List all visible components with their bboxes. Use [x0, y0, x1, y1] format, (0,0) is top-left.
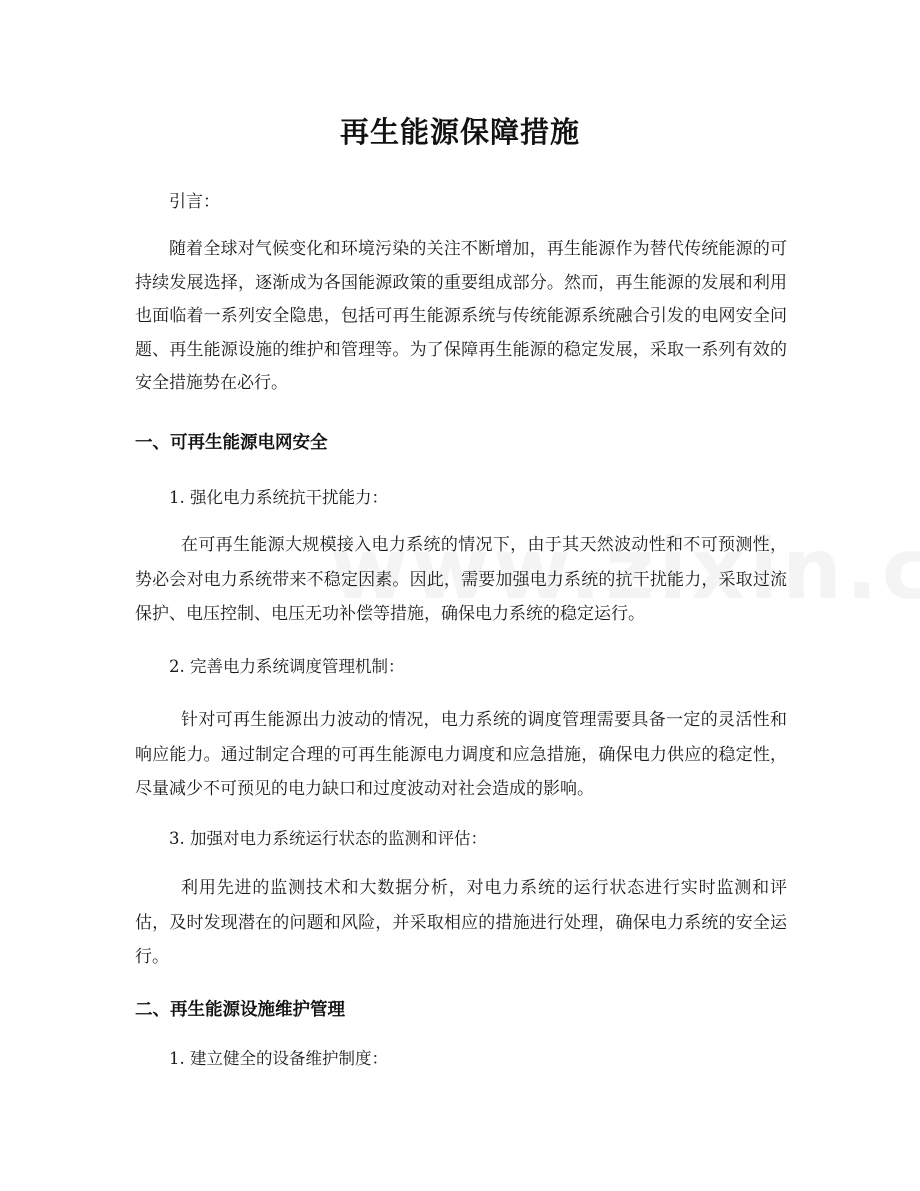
- section-1-item-2-body: 针对可再生能源出力波动的情况，电力系统的调度管理需要具备一定的灵活性和响应能力。通过制定合理的可再生能源电力调度和应急措施，确保电力供应的稳定性，尽量减少不可预见的电力缺口和过度波动对社会造成的影响。: [135, 710, 787, 799]
- page-title: 再生能源保障措施: [339, 115, 580, 149]
- section-heading-1: 一、可再生能源电网安全: [135, 433, 328, 453]
- intro-paragraph: 随着全球对气候变化和环境污染的关注不断增加，再生能源作为替代传统能源的可持续发展选择，逐渐成为各国能源政策的重要组成部分。然而，再生能源的发展和利用也面临着一系列安全隐患，包括可再生能源系统与传统能源系统融合引发的电网安全问题、再生能源设施的维护和管理等。为了保障再生能源的稳定发展，采取一系列有效的安全措施势在必行。: [135, 239, 787, 393]
- section-heading-2: 二、再生能源设施维护管理: [135, 1000, 345, 1020]
- section-1-item-1-title: 1. 强化电力系统抗干扰能力：: [169, 488, 388, 507]
- intro-label: 引言：: [169, 192, 220, 212]
- section-1-item-3-title: 3. 加强对电力系统运行状态的监测和评估：: [169, 829, 487, 848]
- section-2-item-1-title: 1. 建立健全的设备维护制度：: [169, 1049, 388, 1068]
- section-1-item-3-body: 利用先进的监测技术和大数据分析，对电力系统的运行状态进行实时监测和评估，及时发现潜在的问题和风险，并采取相应的措施进行处理，确保电力系统的安全运行。: [135, 878, 787, 967]
- section-1-item-1-body: 在可再生能源大规模接入电力系统的情况下，由于其天然波动性和不可预测性，势必会对电力系统带来不稳定因素。因此，需要加强电力系统的抗干扰能力，采取过流保护、电压控制、电压无功补偿等措施，确保电力系统的稳定运行。: [135, 535, 787, 624]
- section-1-item-2-title: 2. 完善电力系统调度管理机制：: [169, 657, 405, 676]
- intro-label-block: [135, 186, 787, 220]
